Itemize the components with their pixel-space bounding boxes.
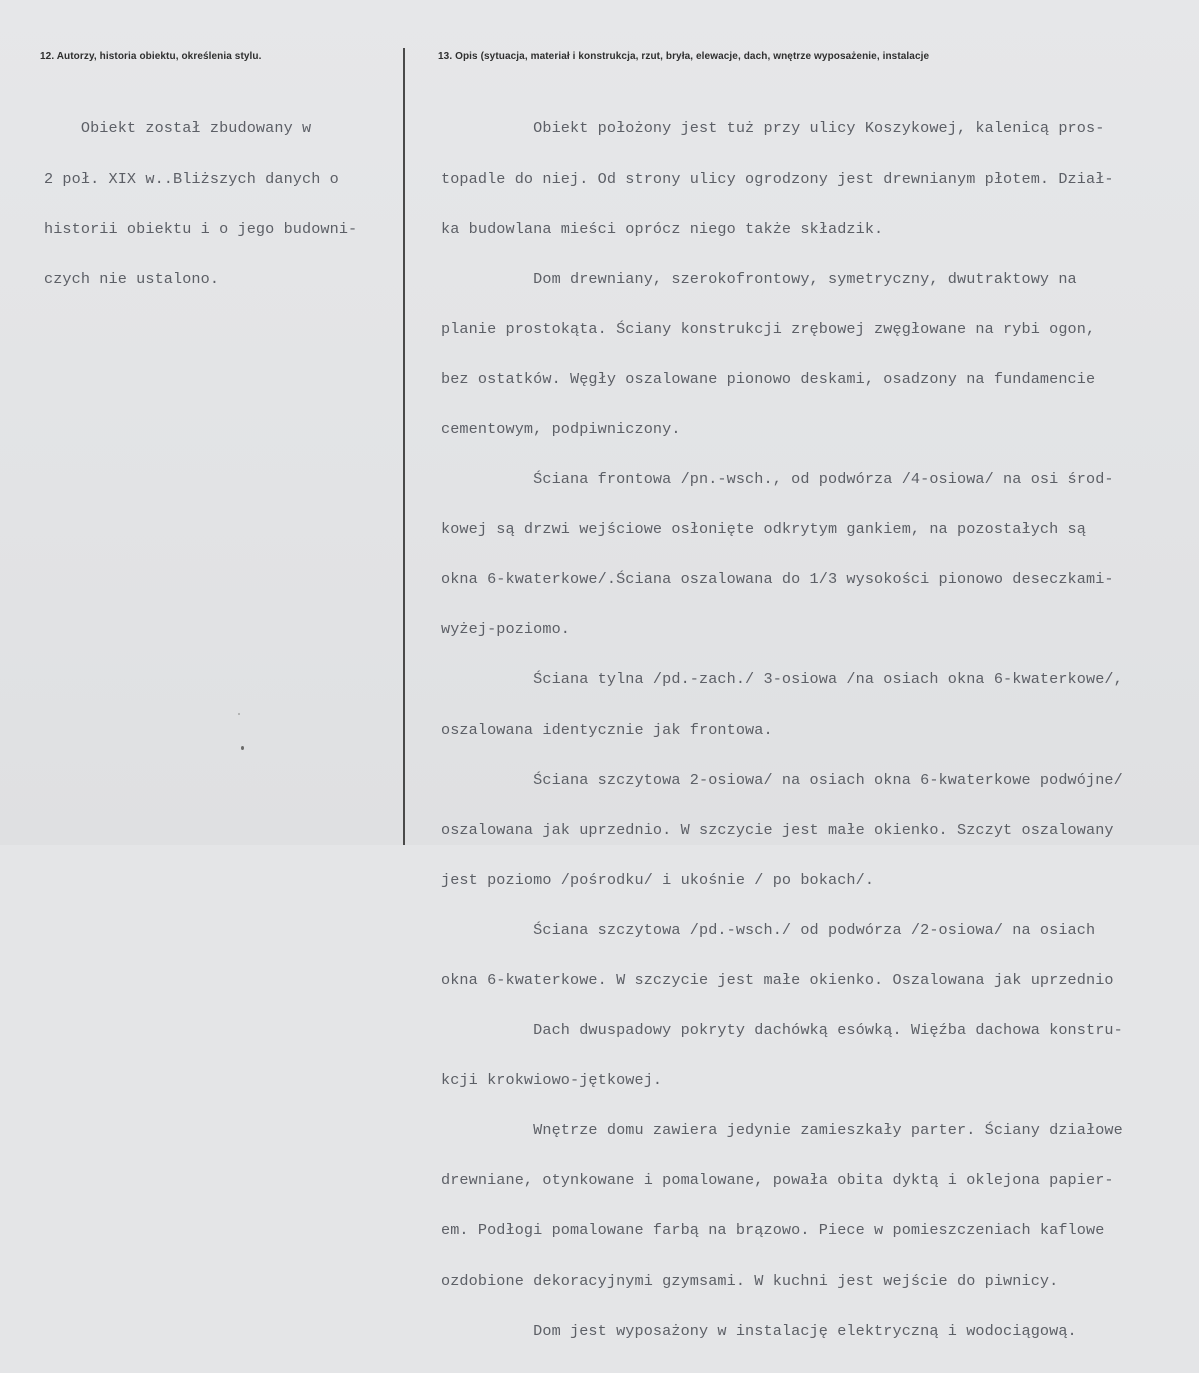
text-line: bez ostatków. Węgły oszalowane pionowo deskami, osadzony na fundamencie: [441, 369, 1096, 388]
text-line: Wnętrze domu zawiera jedynie zamieszkały parter. Ściany działowe: [441, 1121, 1123, 1140]
text-line: Obiekt położony jest tuż przy ulicy Koszykowej, kalenicą pros-: [441, 119, 1105, 138]
text-line: ozdobione dekoracyjnymi gzymsami. W kuchni jest wejście do piwnicy.: [441, 1271, 1059, 1290]
paper-speck: [241, 746, 244, 750]
text-line: oszalowana jak uprzednio. W szczycie jest małe okienko. Szczyt oszalowany: [441, 820, 1114, 839]
paper-speck: [238, 713, 240, 715]
text-line: okna 6-kwaterkowe/.Ściana oszalowana do 1/3 wysokości pionowo deseczkami-: [441, 570, 1114, 589]
text-line: topadle do niej. Od strony ulicy ogrodzony jest drewnianym płotem. Dział-: [441, 169, 1114, 188]
text-line: Ściana szczytowa 2-osiowa/ na osiach okna 6-kwaterkowe podwójne/: [441, 770, 1123, 789]
section-12-text: [44, 87, 357, 321]
text-line: wyżej-poziomo.: [441, 620, 570, 639]
text-line: planie prostokąta. Ściany konstrukcji zrębowej zwęgłowane na rybi ogon,: [441, 319, 1096, 338]
text-line: 2 poł. XIX w..Bliższych danych o: [44, 169, 339, 188]
section-13-heading: 13. Opis (sytuacja, materiał i konstrukcja, rzut, bryła, elewacje, dach, wnętrze wyposażenie, instalacje: [438, 51, 930, 62]
text-line: em. Podłogi pomalowane farbą na brązowo. Piece w pomieszczeniach kaflowe: [441, 1221, 1105, 1240]
text-line: okna 6-kwaterkowe. W szczycie jest małe okienko. Oszalowana jak uprzednio: [441, 971, 1114, 989]
text-line: jest poziomo /pośrodku/ i ukośnie / po bokach/.: [441, 870, 875, 889]
text-line: Dom drewniany, szerokofrontowy, symetryczny, dwutraktowy na: [441, 269, 1077, 288]
text-line: Obiekt został zbudowany w: [44, 119, 312, 138]
text-line: kcji krokwiowo-jętkowej.: [441, 1071, 663, 1090]
text-line: historii obiektu i o jego budowni-: [44, 219, 358, 238]
text-line: cementowym, podpiwniczony.: [441, 419, 681, 438]
text-line: drewniane, otynkowane i pomalowane, powała obita dyktą i oklejona papier-: [441, 1171, 1114, 1190]
section-12-heading: 12. Autorzy, historia obiektu, określenia stylu.: [40, 51, 262, 62]
column-divider: [403, 48, 405, 845]
text-line: oszalowana identycznie jak frontowa.: [441, 720, 773, 739]
text-line: kowej są drzwi wejściowe osłonięte odkrytym gankiem, na pozostałych są: [441, 520, 1086, 539]
text-line: ka budowlana mieści oprócz niego także składzik.: [441, 219, 884, 238]
text-line: Dom jest wyposażony w instalację elektryczną i wodociągową.: [441, 1321, 1077, 1340]
text-line: Ściana tylna /pd.-zach./ 3-osiowa /na osiach okna 6-kwaterkowe/,: [441, 670, 1123, 689]
text-line: czych nie ustalono.: [44, 269, 220, 288]
section-13-text: [441, 87, 1123, 1373]
text-line: Dach dwuspadowy pokryty dachówką esówką. Więźba dachowa konstru-: [441, 1021, 1123, 1040]
text-line: Ściana szczytowa /pd.-wsch./ od podwórza /2-osiowa/ na osiach: [441, 920, 1096, 939]
text-line: Ściana frontowa /pn.-wsch., od podwórza /4-osiowa/ na osi środ-: [441, 470, 1114, 489]
